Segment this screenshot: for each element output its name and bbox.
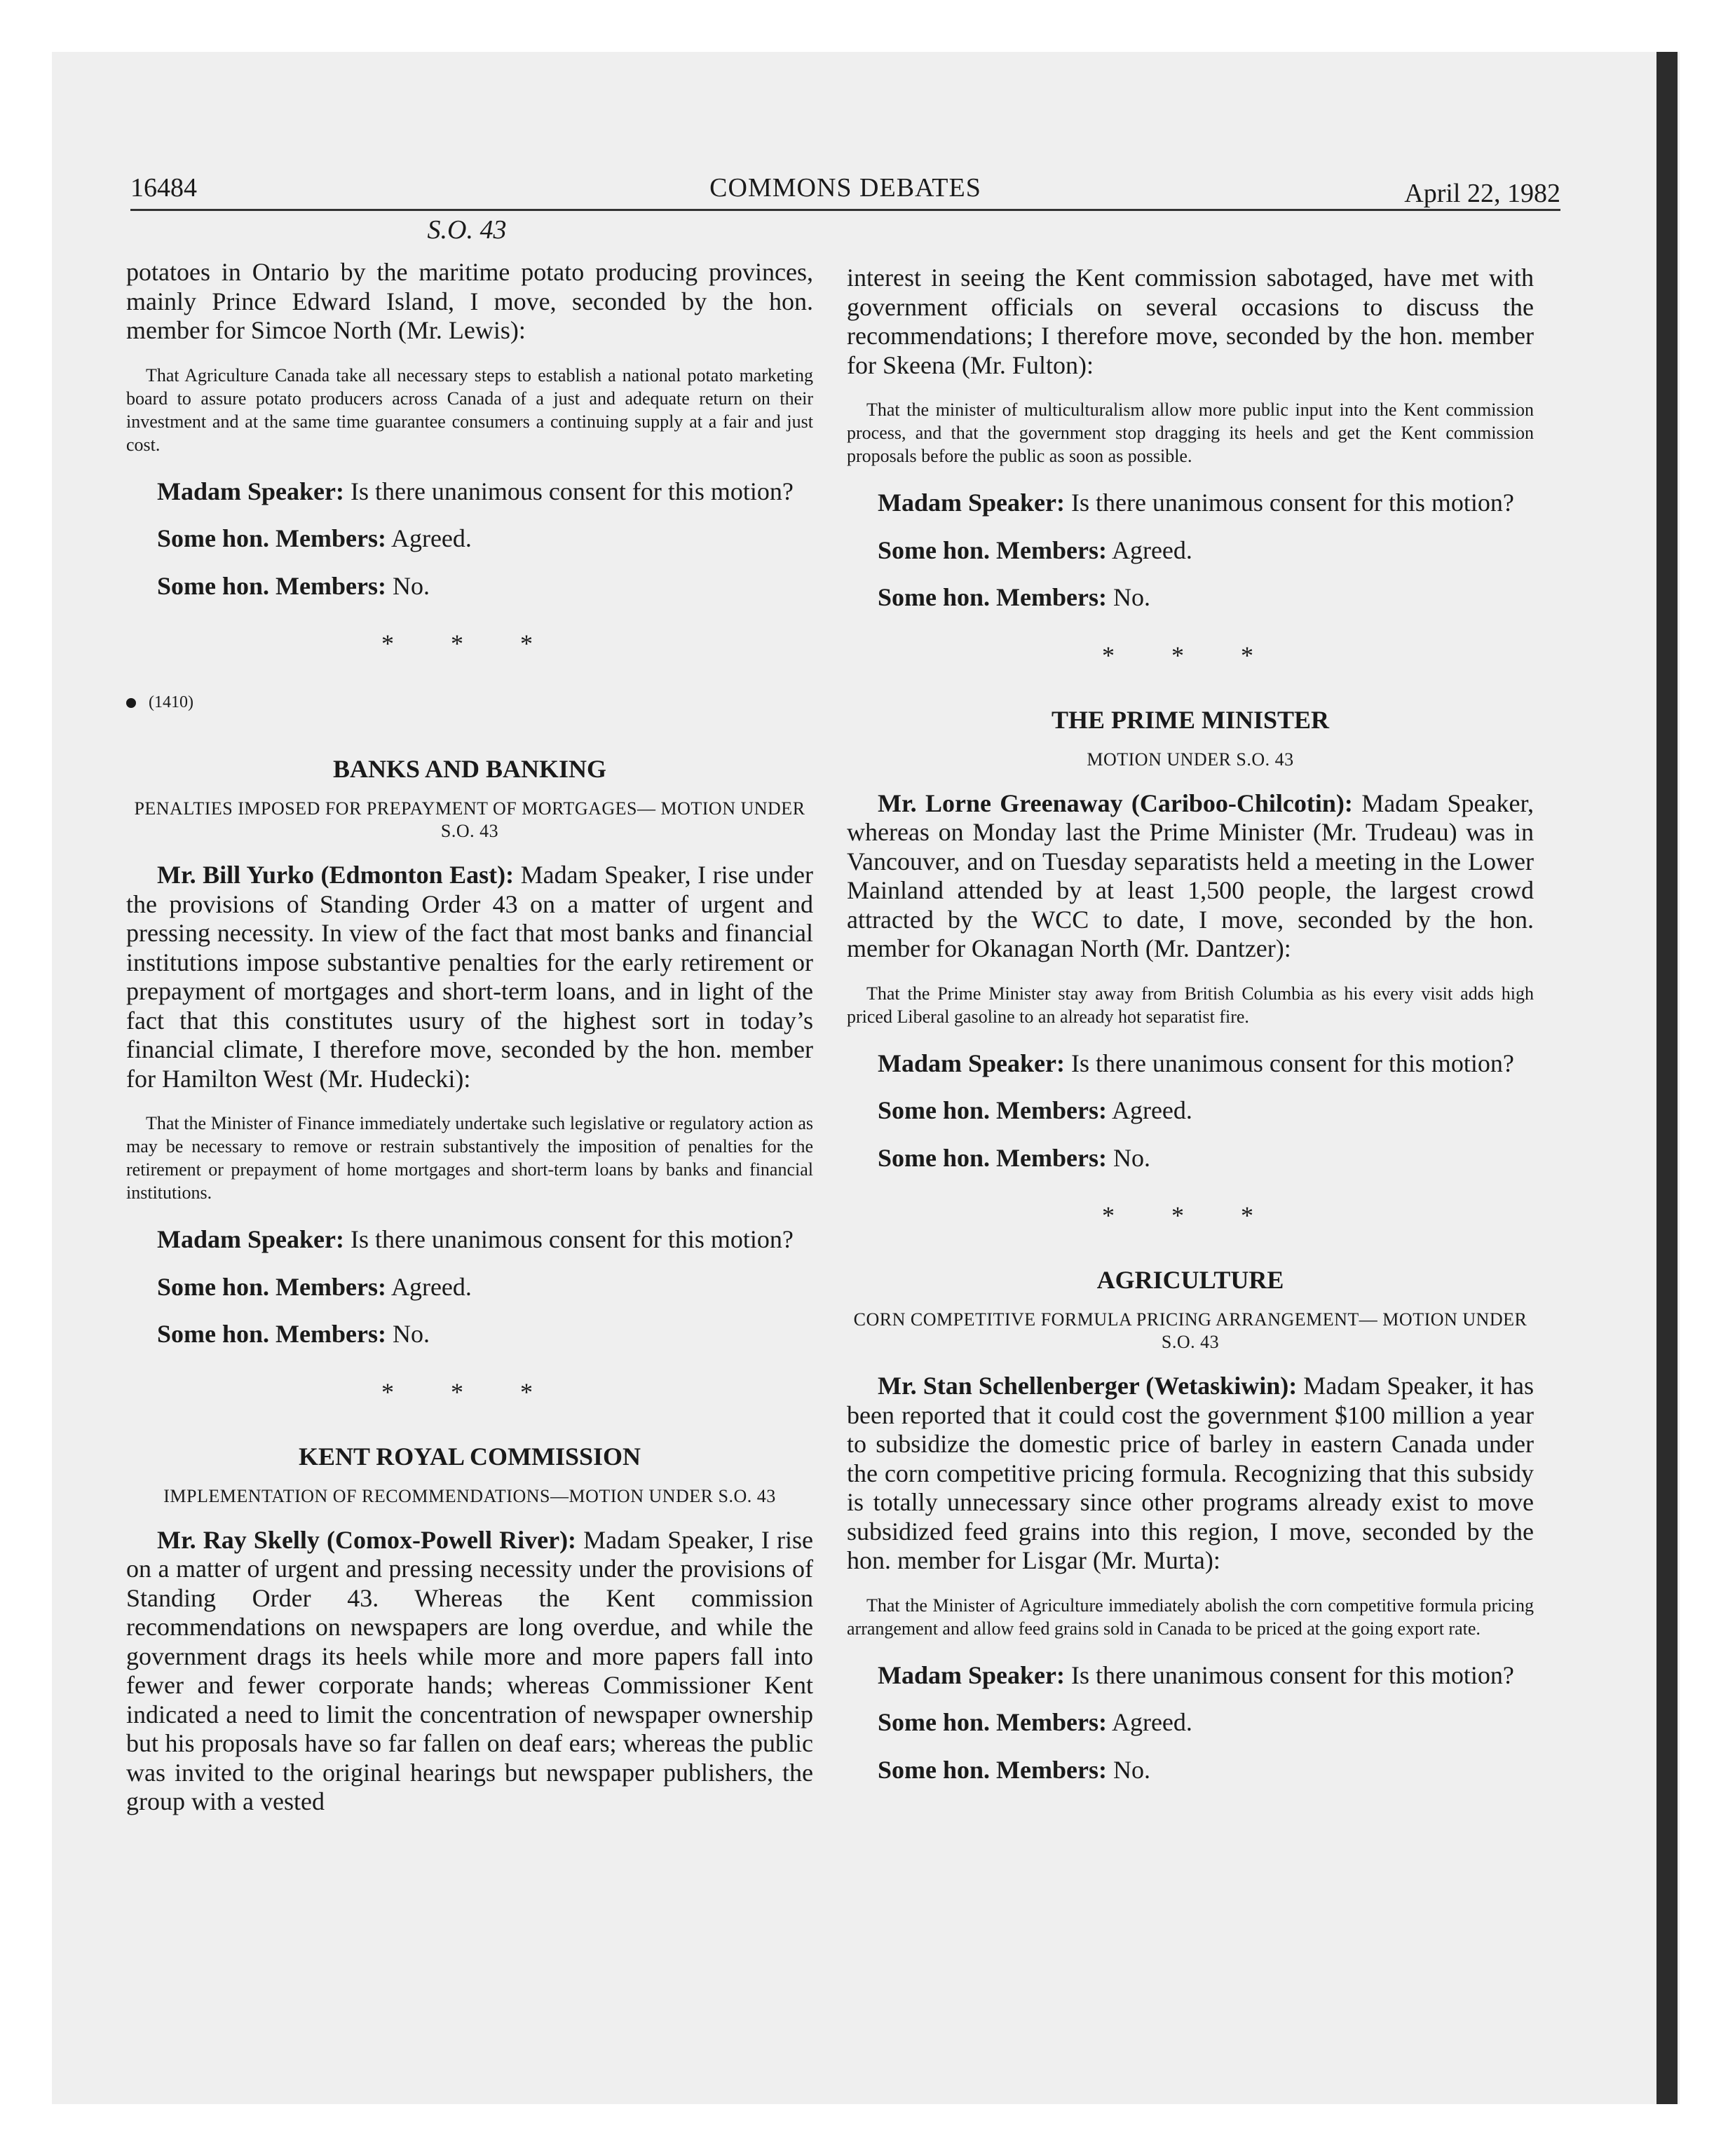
speech-text: Madam Speaker, it has been reported that it could cost the government $100 million a year to subsidize the domestic price of barley in eastern Canada under the corn competitive pricing formula. Recognizing that this subsidy is totally unnecessary since other programs already exist to move subsidized feed grains into this region, I move, seconded by the hon. member for Lisgar (Mr. Murta):	[847, 1372, 1534, 1574]
speaker-name: Mr. Bill Yurko (Edmonton East):	[157, 861, 515, 889]
speaker-name: Madam Speaker:	[878, 489, 1065, 517]
section-separator: * * *	[1102, 641, 1279, 669]
running-header	[130, 165, 1560, 211]
motion-text: That the Prime Minister stay away from British Columbia as his every visit adds high priced Liberal gasoline to an already hot separatist fire.	[847, 983, 1534, 1027]
publication-date: April 22, 1982	[1404, 179, 1560, 208]
bullet-icon	[126, 698, 136, 708]
speaker-question	[847, 489, 1534, 518]
members-response	[126, 572, 813, 601]
question-text: Is there unanimous consent for this motion?	[350, 1225, 794, 1253]
members-response	[847, 583, 1534, 613]
speaker-name: Mr. Ray Skelly (Comox-Powell River):	[157, 1525, 577, 1554]
response-text: Agreed.	[1111, 1096, 1192, 1124]
speech-paragraph	[847, 789, 1534, 964]
speaker-question	[847, 1049, 1534, 1079]
response-text: No.	[1113, 1755, 1150, 1784]
page-number: 16484	[130, 173, 197, 203]
speaker-name: Madam Speaker:	[878, 1660, 1065, 1689]
members-response	[126, 1320, 813, 1349]
members-response	[847, 1096, 1534, 1126]
speaker-name: Mr. Lorne Greenaway (Cariboo-Chilcotin):	[878, 789, 1353, 817]
speaker-question	[126, 477, 813, 507]
members-response	[847, 1756, 1534, 1785]
speech-text: Madam Speaker, I rise under the provisions of Standing Order 43 on a matter of urgent and pressing necessity. In view of the fact that most banks and financial institutions impose substantive penalties for the early retirement or prepayment of mortgages and short-term loans, and in light of the fact that this constitutes usury of the highest sort in today’s financial climate, I therefore move, seconded by the hon. member for Hamilton West (Mr. Hudecki):	[126, 861, 814, 1093]
question-text: Is there unanimous consent for this motion?	[1070, 1660, 1514, 1689]
left-column	[126, 258, 813, 1835]
members-label: Some hon. Members:	[878, 1143, 1107, 1172]
standing-order-heading: S.O. 43	[427, 215, 507, 245]
motion-text: That the minister of multiculturalism allow more public input into the Kent commission process, and that the government stop dragging its heels and get the Kent commission proposals before the public as soon as possible.	[847, 400, 1534, 466]
motion-text: That Agriculture Canada take all necessary steps to establish a national potato marketing board to assure potato producers across Canada of a just and adequate return on their investment and at the same time guarantee consumers a continuing supply at a fair and just cost.	[126, 364, 813, 455]
section-separator: * * *	[381, 629, 558, 657]
speech-paragraph	[126, 1526, 813, 1817]
members-label: Some hon. Members:	[157, 1272, 386, 1301]
members-response	[847, 1708, 1534, 1738]
response-text: No.	[392, 571, 430, 600]
speaker-question	[847, 1661, 1534, 1691]
section-subtitle: IMPLEMENTATION OF RECOMMENDATIONS—MOTION UNDER S.O. 43	[163, 1485, 776, 1506]
response-text: No.	[1113, 583, 1150, 611]
page-edge-shadow	[1656, 52, 1678, 2104]
motion-text: That the Minister of Agriculture immediately abolish the corn competitive formula pricing arrangement and allow feed grains sold in Canada to be priced at the going export rate.	[847, 1595, 1534, 1639]
members-response	[847, 536, 1534, 566]
question-text: Is there unanimous consent for this motion?	[1070, 1049, 1514, 1077]
speech-paragraph	[847, 1372, 1534, 1576]
publication-title: COMMONS DEBATES	[709, 173, 981, 203]
speech-text: Madam Speaker, whereas on Monday last the Prime Minister (Mr. Trudeau) was in Vancouver, and on Tuesday separatists held a meeting in the Lower Mainland attended by at least 1,500 people, the largest crowd attracted by the WCC to date, I move, seconded by the hon. member for Okanagan North (Mr. Dantzer):	[847, 789, 1534, 962]
section-title: BANKS AND BANKING	[332, 755, 607, 783]
members-label: Some hon. Members:	[878, 1755, 1107, 1784]
section-subtitle: MOTION UNDER S.O. 43	[1087, 749, 1294, 770]
response-text: Agreed.	[390, 524, 472, 552]
motion-text: That the Minister of Finance immediately undertake such legislative or regulatory action as may be necessary to remove or restrain substantively the imposition of penalties for the retirement or prepayment of home mortgages and short-term loans by banks and financial institutions.	[126, 1113, 813, 1203]
response-text: Agreed.	[1111, 535, 1192, 564]
section-title: AGRICULTURE	[1096, 1266, 1284, 1294]
question-text: Is there unanimous consent for this motion?	[350, 477, 794, 505]
speaker-question	[126, 1225, 813, 1255]
timestamp-text: (1410)	[149, 693, 193, 711]
response-text: No.	[1113, 1143, 1150, 1172]
section-separator: * * *	[381, 1377, 558, 1406]
members-label: Some hon. Members:	[157, 524, 386, 552]
section-title: THE PRIME MINISTER	[1051, 705, 1330, 734]
members-response	[126, 524, 813, 554]
members-label: Some hon. Members:	[878, 1708, 1107, 1736]
members-label: Some hon. Members:	[878, 583, 1107, 611]
continued-paragraph: interest in seeing the Kent commission sabotaged, have met with government officials on several occasions to discuss the recommendations; I therefore move, seconded by the hon. member for Skeena (Mr. Fulton):	[847, 264, 1534, 379]
section-subtitle: CORN COMPETITIVE FORMULA PRICING ARRANGEMENT— MOTION UNDER S.O. 43	[853, 1309, 1528, 1352]
question-text: Is there unanimous consent for this motion?	[1070, 489, 1514, 517]
members-label: Some hon. Members:	[878, 1096, 1107, 1124]
members-response	[847, 1144, 1534, 1173]
right-column	[847, 264, 1534, 1803]
members-label: Some hon. Members:	[878, 535, 1107, 564]
section-title: KENT ROYAL COMMISSION	[298, 1442, 641, 1471]
speaker-name: Mr. Stan Schellenberger (Wetaskiwin):	[878, 1372, 1298, 1400]
response-text: No.	[392, 1320, 430, 1348]
speaker-name: Madam Speaker:	[157, 1225, 344, 1253]
continued-paragraph: potatoes in Ontario by the maritime potato producing provinces, mainly Prince Edward Island, I move, seconded by the hon. member for Simcoe North (Mr. Lewis):	[126, 258, 813, 344]
members-label: Some hon. Members:	[157, 1320, 386, 1348]
timestamp	[126, 693, 813, 712]
section-separator: * * *	[1102, 1201, 1279, 1229]
section-subtitle: PENALTIES IMPOSED FOR PREPAYMENT OF MORTGAGES— MOTION UNDER S.O. 43	[134, 798, 805, 841]
members-label: Some hon. Members:	[157, 571, 386, 600]
response-text: Agreed.	[1111, 1708, 1192, 1736]
speech-paragraph	[126, 861, 813, 1093]
members-response	[126, 1273, 813, 1302]
response-text: Agreed.	[390, 1272, 472, 1301]
speech-text: Madam Speaker, I rise on a matter of urgent and pressing necessity under the provisions of Standing Order 43. Whereas the Kent commission recommendations on newspapers are long overdue, and while the government drags its heels while more and more papers fall into fewer and fewer corporate hands; whereas Commissioner Kent indicated a need to limit the concentration of newspaper ownership but his proposals have so far fallen on deaf ears; whereas the public was invited to the original hearings but newspaper publishers, the group with a vested	[126, 1525, 813, 1815]
speaker-name: Madam Speaker:	[878, 1049, 1065, 1077]
speaker-name: Madam Speaker:	[157, 477, 344, 505]
